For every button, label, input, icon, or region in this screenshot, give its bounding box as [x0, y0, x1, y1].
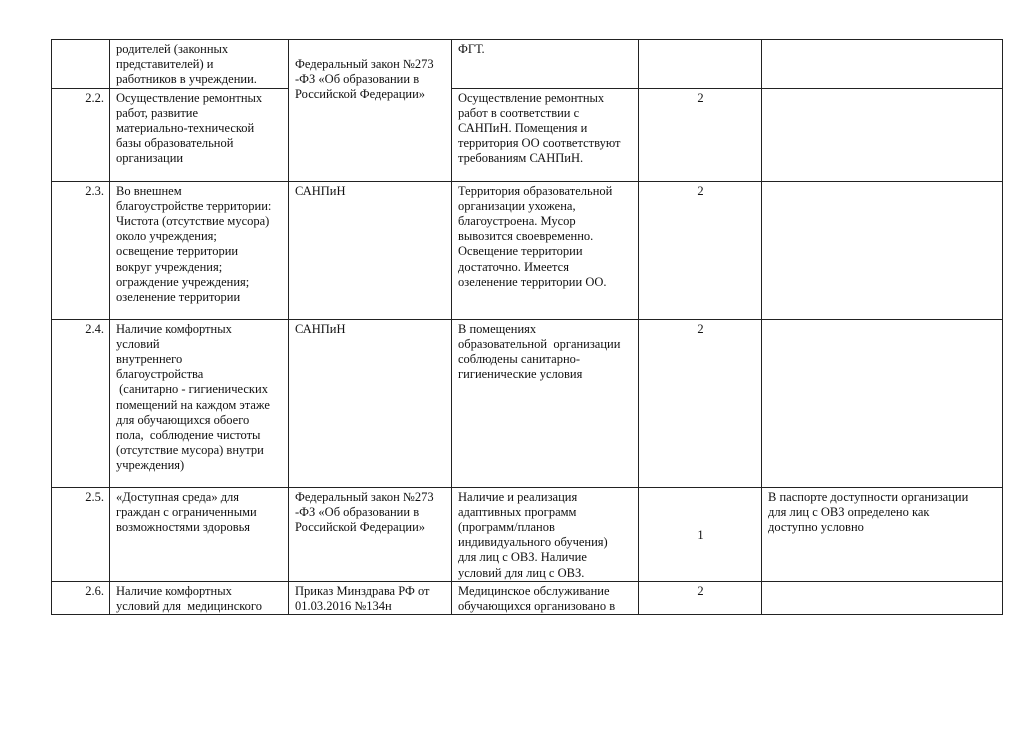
- note-cell: В паспорте доступности организации для лиц с ОВЗ определено как доступно условно: [762, 487, 1003, 581]
- fact-cell: ФГТ.: [452, 40, 639, 89]
- row-number: 2.2.: [52, 88, 110, 181]
- score-cell: 2: [639, 181, 762, 319]
- criterion-cell: Наличие комфортных условий для медицинского: [110, 581, 289, 614]
- score-cell: [639, 40, 762, 89]
- criterion-cell: «Доступная среда» для граждан с ограниченными возможностями здоровья: [110, 487, 289, 581]
- note-cell: [762, 40, 1003, 89]
- score-cell: 2: [639, 581, 762, 614]
- criteria-table: [51, 39, 1003, 615]
- table-row: [52, 40, 1003, 89]
- row-number: 2.5.: [52, 487, 110, 581]
- table-row: [52, 581, 1003, 614]
- table-row: [52, 319, 1003, 487]
- row-number: 2.4.: [52, 319, 110, 487]
- criterion-cell: родителей (законных представителей) и работников в учреждении.: [110, 40, 289, 89]
- fact-cell: Осуществление ремонтных работ в соответствии с САНПиН. Помещения и территория ОО соответствуют требованиям САНПиН.: [452, 88, 639, 181]
- law-cell: Федеральный закон №273 -ФЗ «Об образовании в Российской Федерации»: [289, 487, 452, 581]
- note-cell: [762, 181, 1003, 319]
- note-cell: [762, 319, 1003, 487]
- criterion-cell: Наличие комфортных условий внутреннего благоустройства (санитарно - гигиенических помещений на каждом этаже для обучающихся обоего пола, соблюдение чистоты (отсутствие мусора) внутри учреждения): [110, 319, 289, 487]
- fact-cell: Наличие и реализация адаптивных программ (программ/планов индивидуального обучения) для лиц с ОВЗ. Наличие условий для лиц с ОВЗ.: [452, 487, 639, 581]
- score-cell: 2: [639, 88, 762, 181]
- row-number: 2.3.: [52, 181, 110, 319]
- fact-cell: В помещениях образовательной организации соблюдены санитарно- гигиенические условия: [452, 319, 639, 487]
- law-cell: Приказ Минздрава РФ от 01.03.2016 №134н: [289, 581, 452, 614]
- score-cell: 2: [639, 319, 762, 487]
- note-cell: [762, 581, 1003, 614]
- criterion-cell: Во внешнем благоустройстве территории: Чистота (отсутствие мусора) около учреждения; освещение территории вокруг учреждения; ограждение учреждения; озеленение территории: [110, 181, 289, 319]
- law-cell: САНПиН: [289, 181, 452, 319]
- fact-cell: Медицинское обслуживание обучающихся организовано в: [452, 581, 639, 614]
- law-cell: Федеральный закон №273 -ФЗ «Об образовании в Российской Федерации»: [289, 40, 452, 182]
- table-row: [52, 487, 1003, 581]
- table-row: [52, 88, 1003, 181]
- fact-cell: Территория образовательной организации ухожена, благоустроена. Мусор вывозится своевременно. Освещение территории достаточно. Имеется озеленение территории ОО.: [452, 181, 639, 319]
- law-cell: САНПиН: [289, 319, 452, 487]
- table-row: [52, 181, 1003, 319]
- note-cell: [762, 88, 1003, 181]
- criterion-cell: Осуществление ремонтных работ, развитие материально-технической базы образовательной организации: [110, 88, 289, 181]
- row-number: 2.6.: [52, 581, 110, 614]
- score-cell: 1: [639, 487, 762, 581]
- row-number: [52, 40, 110, 89]
